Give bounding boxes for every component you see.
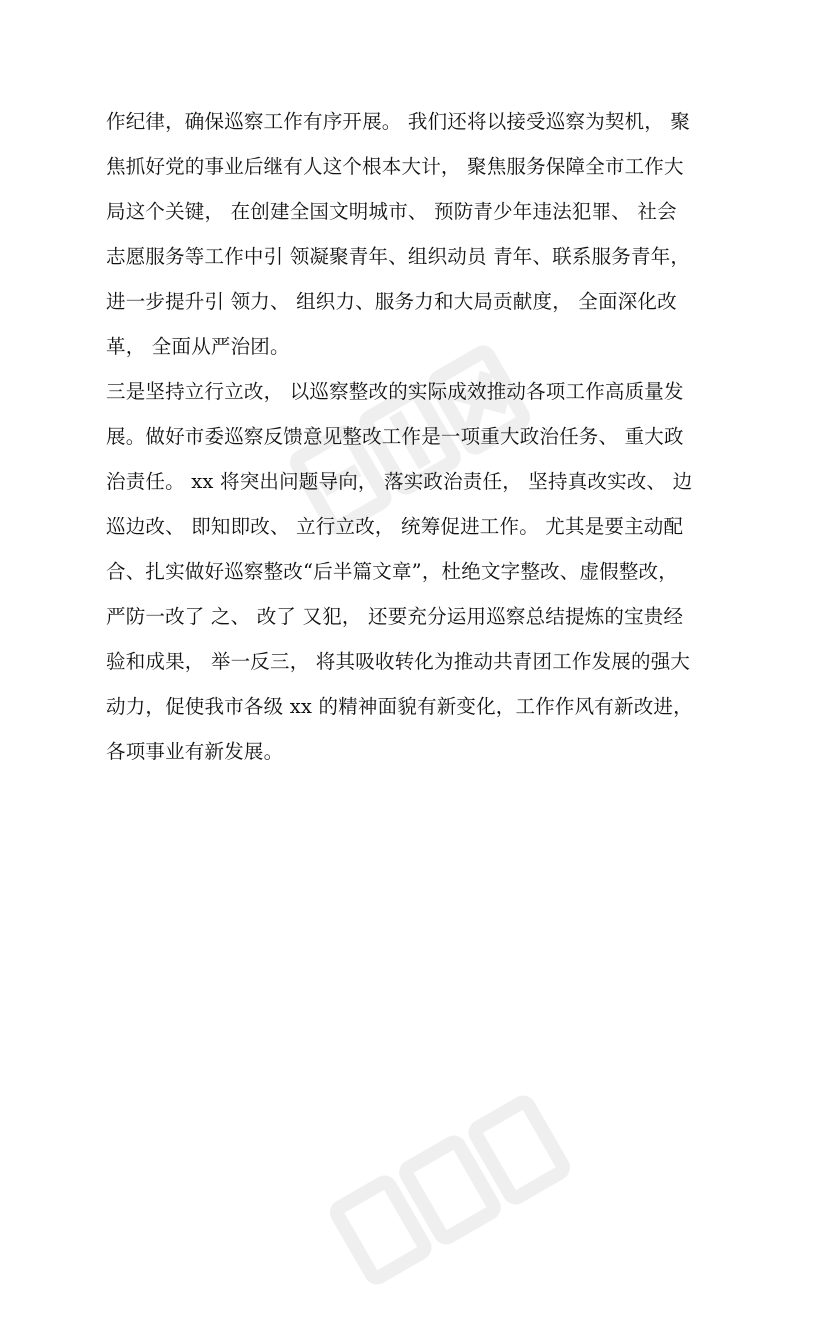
body-text-line: 展。做好市委巡察反馈意见整改工作是一项重大政治任务、 重大政	[106, 425, 684, 448]
body-text-line: 合、扎实做好巡察整改“后半篇文章”，杜绝文字整改、虚假整改，	[106, 560, 678, 583]
body-text-line: 进一步提升引 领力、 组织力、服务力和大局贡献度， 全面深化改	[106, 290, 677, 313]
body-text-line: 作纪律，确保巡察工作有序开展。 我们还将以接受巡察为契机， 聚	[106, 110, 691, 133]
body-text-line: 各项事业有新发展。	[106, 740, 284, 763]
body-text-line: 动力，促使我市各级 xx 的精神面貌有新变化，工作作风有新改进，	[106, 695, 693, 718]
watermark-logo-icon	[300, 1040, 600, 1340]
body-text-line: 焦抓好党的事业后继有人这个根本大计， 聚焦服务保障全市工作大	[106, 155, 684, 178]
paragraph-start-line: 三是坚持立行立改， 以巡察整改的实际成效推动各项工作高质量发	[106, 380, 684, 403]
body-text-line: 志愿服务等工作中引 领凝聚青年、组织动员 青年、联系服务青年，	[106, 245, 691, 268]
body-text-line: 革， 全面从严治团。	[106, 335, 290, 358]
body-text-line: 验和成果， 举一反三， 将其吸收转化为推动共青团工作发展的强大	[106, 650, 691, 673]
body-text-line: 巡边改、 即知即改、 立行立改， 统筹促进工作。 尤其是要主动配	[106, 515, 684, 538]
body-text-line: 治责任。 xx 将突出问题导向， 落实政治责任， 坚持真改实改、 边	[106, 470, 693, 493]
body-text-line: 局这个关键， 在创建全国文明城市、 预防青少年违法犯罪、 社会	[106, 200, 677, 223]
body-text-line: 严防一改了 之、 改了 又犯， 还要充分运用巡察总结提炼的宝贵经	[106, 605, 684, 628]
